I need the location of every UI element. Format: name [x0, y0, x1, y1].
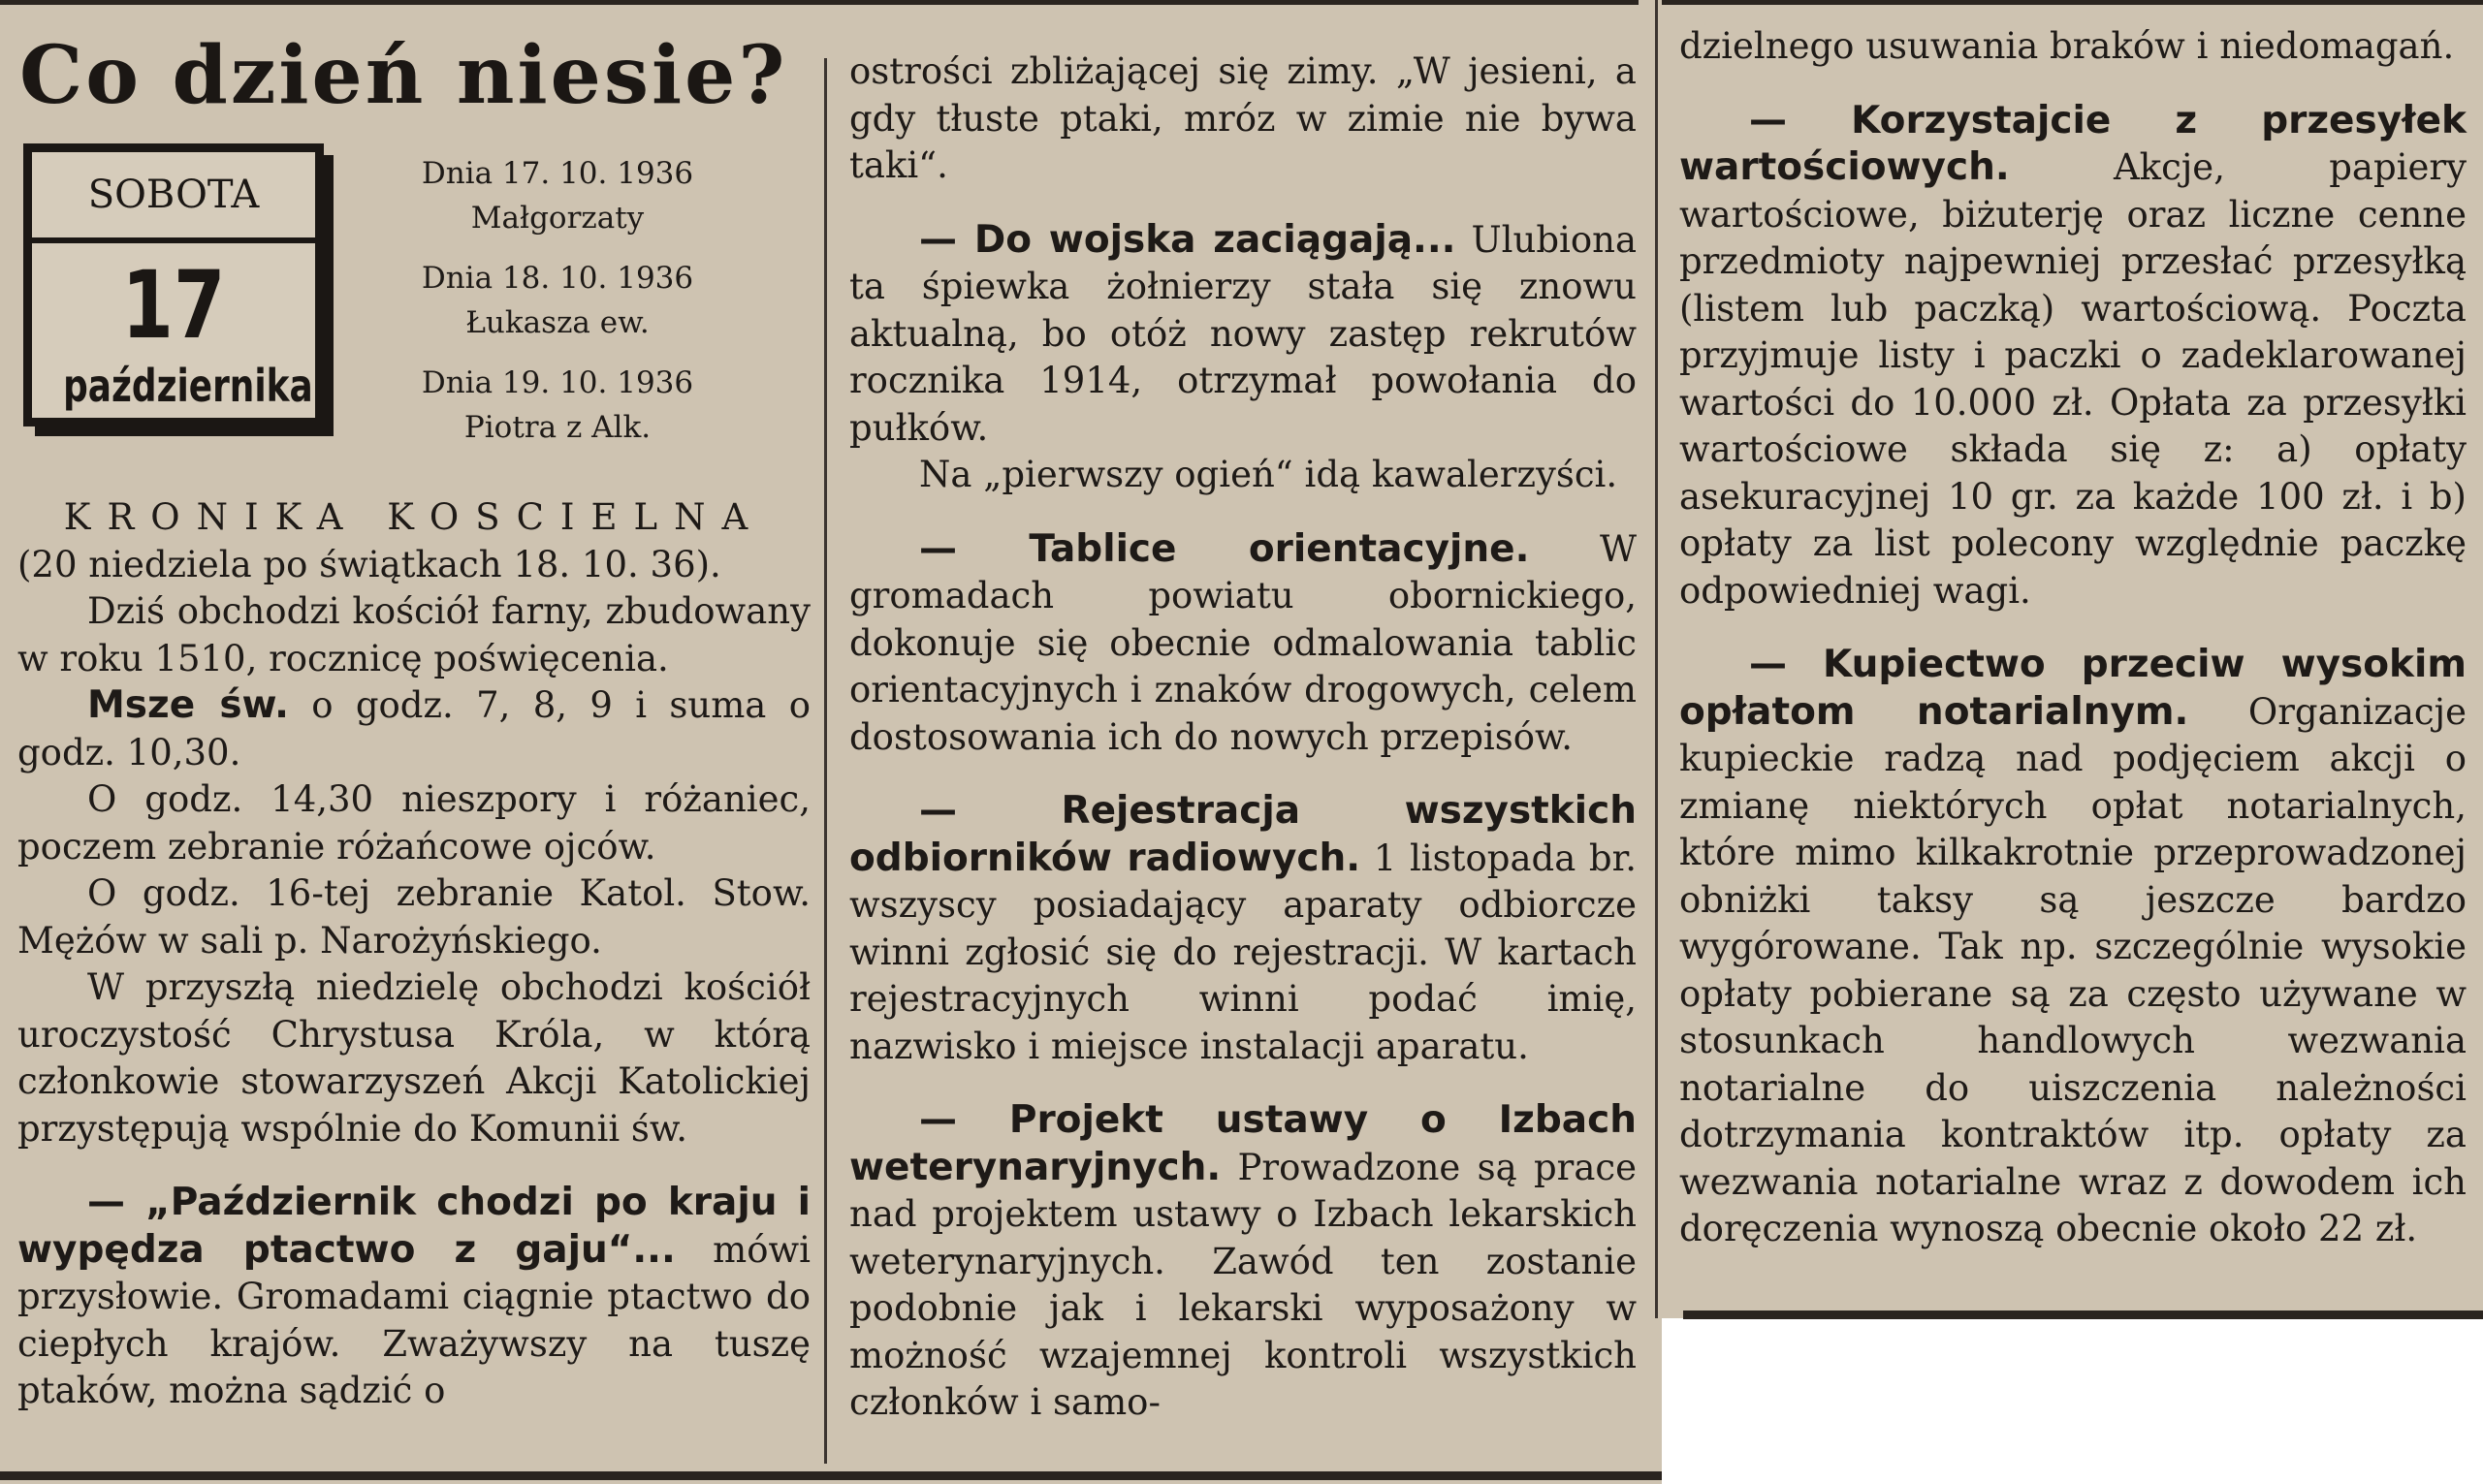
article-headline: — Tablice orientacyjne.	[919, 526, 1530, 571]
paragraph: O godz. 16-tej zebranie Katol. Stow. Mężów w sali p. Narożyńskiego.	[17, 872, 811, 962]
calendar-day-number: 17	[121, 251, 226, 360]
masthead-title: Co dzień niesie?	[19, 29, 788, 122]
paragraph: Na „pierwszy ogień“ idą kawalerzyści.	[919, 454, 1618, 495]
article-headline: — Korzystajcie z przesyłek wartościowych.	[1679, 98, 2467, 189]
name-day: Piotra z Alk.	[463, 410, 652, 445]
calendar-shadow-bottom	[35, 426, 334, 436]
paragraph: ostrości zbliżającej się zimy. „W jesieni, a gdy tłuste ptaki, mróz w zimie nie bywa taki“.	[849, 50, 1637, 186]
article-headline: — Rejestracja wszystkich odbiorników radiowych.	[849, 789, 1637, 880]
calendar-shadow	[324, 155, 334, 436]
date-line: Dnia 19. 10. 1936	[421, 365, 694, 400]
paragraph-lead: Msze św.	[87, 683, 289, 727]
column-end-rule	[1683, 1310, 2483, 1319]
paragraph: Dziś obchodzi kościół farny, zbudowany w roku 1510, rocznicę poświęcenia.	[17, 590, 811, 679]
article: — Kupiectwo przeciw wysokim opłatom notarialnym. Organizacje kupieckie radzą nad podjęciem akcji o zmianę niektórych opłat notarialnych, które mimo kilkakrotnie przeprowadzonej obniżki taksy są jeszcze bardzo wygórowane. Tak np. szczególnie wysokie opłaty pobierane są za często używane w stosunkach handlowych wezwania notarialne do uiszczenia należności dotrzymania kontraktów itp. opłaty za wezwania notarialne wraz z dowodem ich doręczenia wynoszą obecnie około 22 zł.	[1679, 643, 2467, 1249]
article-headline: — Do wojska zaciągają...	[919, 217, 1456, 262]
article: — Korzystajcie z przesyłek wartościowych. Akcje, papiery wartościowe, biżuterję oraz liczne cenne przedmioty najpewniej przesłać przesyłką (listem lub paczką) wartościową. Poczta przyjmuje listy i paczki o zadeklarowanej wartości do 10.000 zł. Opłata za przesyłki wartościowe składa się z: a) opłaty asekuracyjnej 10 gr. za każde 100 zł. i b) opłaty za list polecony względnie paczkę odpowiedniej wagi.	[1679, 98, 2467, 612]
column-2	[849, 48, 1637, 1427]
column-divider-1	[824, 58, 827, 1464]
article-headline: — Kupiectwo przeciw wysokim opłatom notarialnym.	[1679, 643, 2467, 734]
paragraph: dzielnego usuwania braków i niedomagań.	[1679, 25, 2455, 67]
section-subtitle: (20 niedziela po świątkach 18. 10. 36).	[17, 543, 721, 585]
article: — Projekt ustawy o Izbach weterynaryjnych. Prowadzone są prace nad projektem ustawy o Izbach lekarskich weterynaryjnych. Zawód ten zostanie podobnie jak i lekarski wyposażony w możność wzajemnej kontroli wszystkich członków i samo-	[849, 1098, 1637, 1423]
calendar-month: października	[63, 360, 313, 412]
paragraph: O godz. 14,30 nieszpory i różaniec, poczem zebranie różańcowe ojców.	[17, 778, 811, 868]
bottom-rule	[0, 1471, 1662, 1480]
article: — Do wojska zaciągają... Ulubiona ta śpiewka żołnierzy stała się znowu aktualną, bo otóż nowy zastęp rekrutów rocznika 1914, otrzymał powołania do pułków.	[849, 217, 1637, 449]
dates-list	[349, 151, 766, 465]
date-line: Dnia 18. 10. 1936	[421, 261, 694, 296]
article: — Tablice orientacyjne. W gromadach powiatu obornickiego, dokonuje się obecnie odmalowania tablic orientacyjnych i znaków drogowych, celem dostosowania ich do nowych przepisów.	[849, 526, 1638, 758]
column-1	[17, 494, 811, 1415]
page-blank-area	[1662, 1318, 2483, 1484]
calendar-box	[23, 143, 324, 426]
top-rule-right	[1662, 0, 2483, 5]
article: — „Październik chodzi po kraju i wypędza ptactwo z gaju“... mówi przysłowie. Gromadami ciągnie ptactwo do ciepłych krajów. Zważywszy na tuszę ptaków, można sądzić o	[17, 1181, 811, 1411]
name-day: Łukasza ew.	[465, 305, 650, 340]
column-divider-2	[1655, 0, 1658, 1318]
paragraph: Msze św. o godz. 7, 8, 9 i suma o godz. 10,30.	[17, 683, 811, 774]
article-headline: — „Październik chodzi po kraju i wypędza ptactwo z gaju“...	[17, 1181, 811, 1272]
calendar-weekday: SOBOTA	[32, 152, 315, 243]
article-headline: — Projekt ustawy o Izbach weterynaryjnych.	[849, 1098, 1637, 1189]
article: — Rejestracja wszystkich odbiorników radiowych. 1 listopada br. wszyscy posiadający aparaty odbiorcze winni zgłosić się do rejestracji. W kartach rejestracyjnych winni podać imię, nazwisko i miejsce instalacji aparatu.	[849, 789, 1637, 1067]
date-line: Dnia 17. 10. 1936	[421, 156, 694, 191]
top-rule	[0, 0, 1639, 5]
paragraph: W przyszłą niedzielę obchodzi kościół uroczystość Chrystusa Króla, w którą członkowie stowarzyszeń Akcji Katolickiej przystępują wspólnie do Komunii św.	[17, 966, 811, 1150]
column-3	[1679, 23, 2467, 1253]
section-title: KRONIKA KOSCIELNA	[63, 496, 765, 538]
name-day: Małgorzaty	[470, 201, 645, 236]
